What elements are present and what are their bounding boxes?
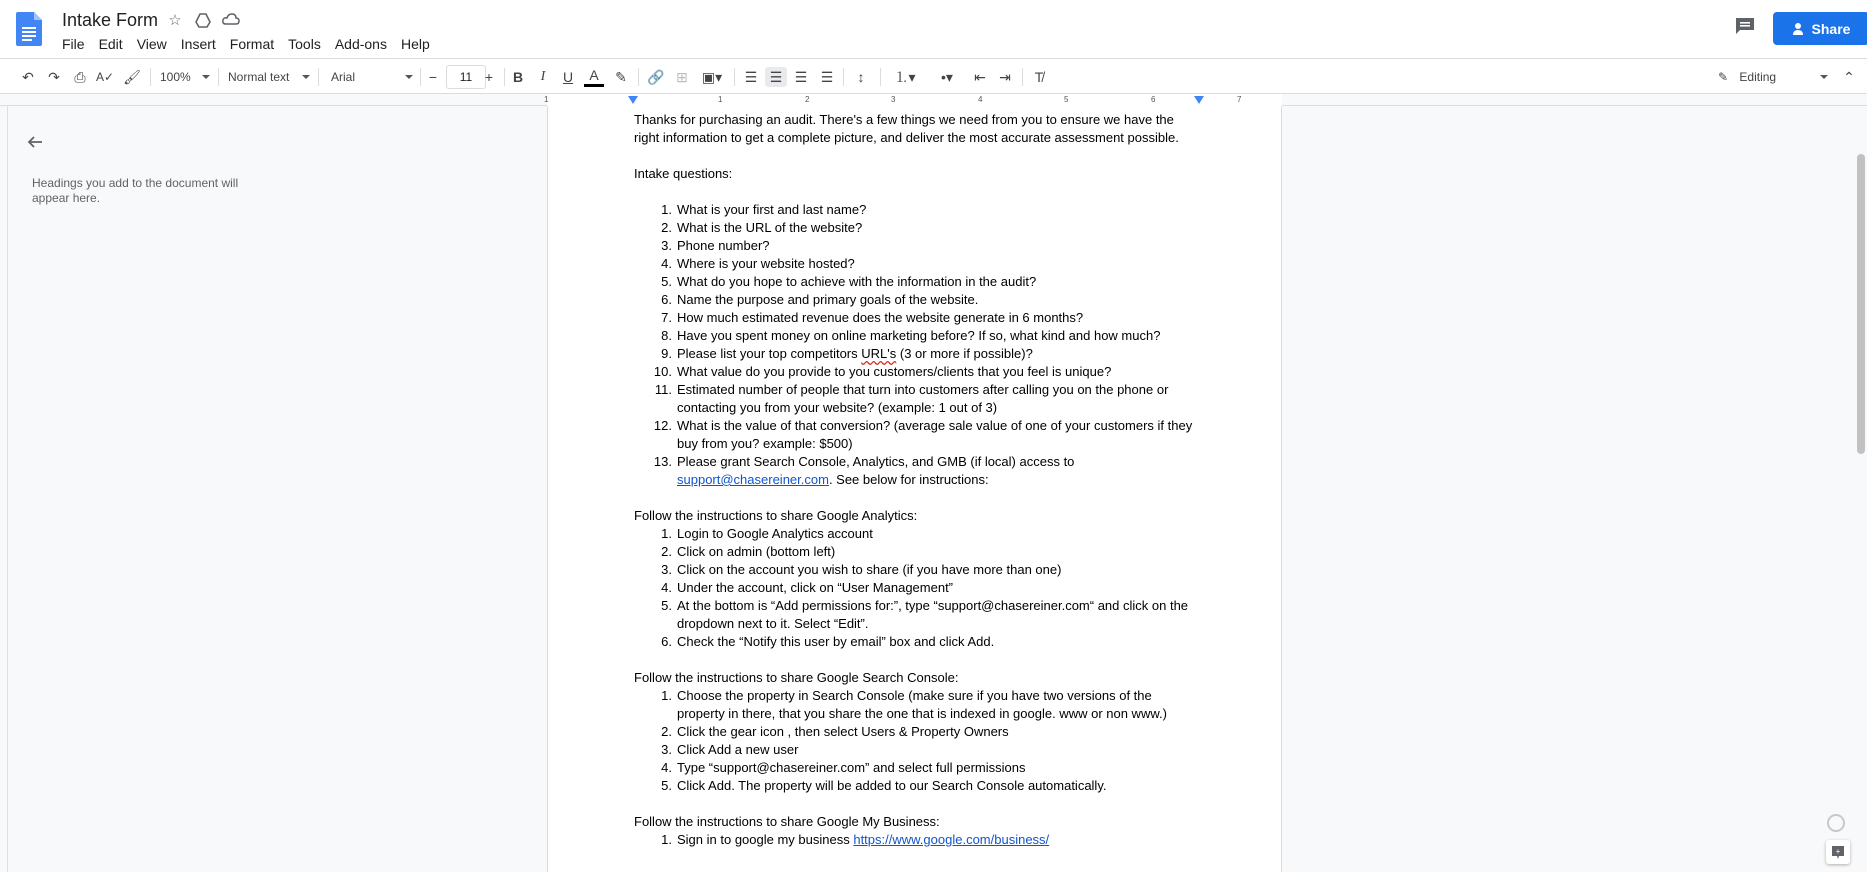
ruler-number: 7 [1237, 95, 1242, 104]
list-item: 2. Click the gear icon , then select Users & Property Owners [661, 724, 1009, 739]
gmb-heading: Follow the instructions to share Google My Business: [634, 814, 940, 829]
document-title[interactable]: Intake Form [62, 10, 159, 30]
list-item: 5. What do you hope to achieve with the information in the audit? [661, 274, 1037, 289]
align-left-icon[interactable]: ☰ [744, 69, 758, 85]
list-item: 11. Estimated number of people that turn into customers after calling you on the phone or contacting you from your website? (example: 1 out of 3) [654, 382, 1169, 415]
comment-history-icon[interactable] [1734, 16, 1756, 36]
list-item: 7. How much estimated revenue does the website generate in 6 months? [661, 310, 1084, 325]
ga-steps-list [634, 525, 1194, 651]
list-item: 4. Under the account, click on “User Management” [661, 580, 954, 595]
intake-heading: Intake questions: [634, 166, 733, 181]
menu-file[interactable]: File [62, 36, 85, 52]
menu-edit[interactable]: Edit [98, 36, 123, 52]
clear-formatting-icon[interactable]: T̸ [1034, 69, 1044, 85]
right-indent-marker[interactable] [1194, 96, 1204, 104]
font-size-input[interactable]: 11 [446, 65, 486, 89]
ruler-number: 2 [805, 95, 810, 104]
share-label: Share [1811, 20, 1851, 37]
list-item: 4. Type “support@chasereiner.com” and select full permissions [661, 760, 1026, 775]
list-item: 2. What is the URL of the website? [661, 220, 863, 235]
decrease-indent-icon[interactable]: ⇤ [974, 69, 986, 85]
move-to-drive-icon[interactable] [194, 12, 212, 30]
star-icon[interactable]: ☆ [168, 12, 182, 29]
ruler-number: 1 [544, 95, 549, 104]
vertical-scrollbar[interactable] [1855, 106, 1867, 872]
ruler-number: 5 [1064, 95, 1069, 104]
misspelled-word[interactable]: URL's [861, 346, 897, 361]
list-item: 1. Login to Google Analytics account [661, 526, 873, 541]
title-bar [0, 0, 1867, 58]
list-item: 10. What value do you provide to you customers/clients that you feel is unique? [653, 364, 1112, 379]
ruler-number: 6 [1151, 95, 1156, 104]
person-add-icon [1792, 22, 1806, 36]
list-item: 4. Where is your website hosted? [661, 256, 855, 271]
list-item: 1. Choose the property in Search Console (make sure if you have two versions of the property in there, that you share the one that is indexed in google. www or non www.) [661, 688, 1167, 721]
pencil-icon: ✎ [1718, 70, 1729, 84]
list-item: 3. Click Add a new user [661, 742, 799, 757]
list-item: 3. Click on the account you wish to share (if you have more than one) [661, 562, 1062, 577]
menu-tools[interactable]: Tools [288, 36, 321, 52]
gmb-steps-list [634, 831, 1194, 849]
grammarly-icon[interactable] [1827, 814, 1845, 832]
vertical-ruler [0, 106, 8, 872]
list-item: 2. Click on admin (bottom left) [661, 544, 836, 559]
share-button[interactable] [1773, 12, 1867, 45]
line-spacing-icon[interactable]: ↕ [857, 69, 865, 85]
list-item: 3. Phone number? [661, 238, 770, 253]
left-indent-marker[interactable] [628, 96, 638, 104]
list-item: 8. Have you spent money on online marketing before? If so, what kind and how much? [661, 328, 1161, 343]
toolbar [0, 58, 1867, 94]
ruler-page [544, 94, 1282, 106]
text-color-icon[interactable]: A [584, 67, 604, 87]
google-business-link[interactable]: https://www.google.com/business/ [853, 832, 1050, 847]
insert-link-icon[interactable]: 🔗 [647, 69, 665, 85]
increase-font-size-icon[interactable]: + [484, 69, 494, 85]
undo-icon[interactable]: ↶ [22, 69, 34, 85]
justify-icon[interactable]: ☰ [820, 69, 834, 85]
list-item: 12. What is the value of that conversion? (average sale value of one of your customers if they buy from you? example: $500) [653, 418, 1193, 451]
menu-bar [55, 34, 437, 54]
collapse-menus-icon[interactable]: ⌃ [1843, 69, 1855, 85]
chevron-down-icon [1820, 75, 1828, 79]
insert-image-icon[interactable]: ▣▾ [701, 69, 723, 85]
svg-text:+: + [1835, 847, 1841, 856]
gsc-heading: Follow the instructions to share Google Search Console: [634, 670, 959, 685]
ruler-number: 1 [718, 95, 723, 104]
ruler-number: 4 [978, 95, 983, 104]
redo-icon[interactable]: ↷ [48, 69, 60, 85]
list-item: 13. Please grant Search Console, Analytics, and GMB (if local) access to support@chasereiner.com. See below for instructions: [653, 454, 1075, 487]
numbered-list-icon[interactable]: ⒈▾ [894, 69, 916, 85]
list-item: 5. Click Add. The property will be added to our Search Console automatically. [661, 778, 1107, 793]
editing-mode-label: Editing [1739, 70, 1777, 84]
close-outline-arrow-icon[interactable] [26, 133, 44, 151]
outline-hint: Headings you add to the document will appear here. [32, 176, 239, 205]
intake-questions-list [634, 201, 1194, 489]
style-select[interactable] [228, 67, 310, 87]
menu-view[interactable]: View [136, 36, 167, 52]
italic-icon[interactable]: I [540, 69, 546, 84]
menu-addons[interactable]: Add-ons [334, 36, 387, 52]
bulleted-list-icon[interactable]: •▾ [941, 69, 953, 85]
editing-mode-select[interactable] [1718, 67, 1828, 87]
list-item: 5. At the bottom is “Add permissions for:”, type “support@chasereiner.com“ and click on the dropdown next to it. Select “Edit”. [661, 598, 1189, 631]
style-value: Normal text [228, 70, 290, 84]
font-value: Arial [331, 70, 356, 84]
support-email-link[interactable]: support@chasereiner.com [677, 472, 829, 487]
list-item: 1. What is your first and last name? [661, 202, 867, 217]
decrease-font-size-icon[interactable]: − [428, 69, 438, 85]
list-item: 6. Name the purpose and primary goals of the website. [661, 292, 979, 307]
paint-format-icon[interactable]: 🖌 [123, 69, 141, 85]
underline-icon[interactable]: U [562, 69, 574, 85]
print-icon[interactable]: ⎙ [74, 69, 86, 85]
intro-paragraph: Thanks for purchasing an audit. There's a few things we need from you to ensure we have the right information to get a complete picture, and deliver the most accurate assessment possible. [634, 112, 1179, 145]
zoom-value: 100% [160, 70, 191, 84]
align-center-icon[interactable]: ☰ [765, 67, 787, 87]
ga-heading: Follow the instructions to share Google Analytics: [634, 508, 918, 523]
add-comment-icon[interactable]: ⊞ [676, 69, 688, 85]
list-item: 9. Please list your top competitors URL's (3 or more if possible)? [661, 346, 1033, 361]
align-right-icon[interactable]: ☰ [794, 69, 808, 85]
horizontal-ruler [0, 94, 1867, 106]
document-page[interactable] [547, 106, 1282, 872]
bold-icon[interactable]: B [512, 69, 524, 85]
scroll-thumb[interactable] [1857, 154, 1865, 454]
docs-logo-icon[interactable] [16, 12, 42, 46]
highlight-color-icon[interactable]: ✎ [615, 69, 627, 85]
menu-insert[interactable]: Insert [180, 36, 216, 52]
spellcheck-icon[interactable]: A✓ [95, 70, 115, 84]
menu-help[interactable]: Help [400, 36, 430, 52]
explore-icon[interactable] [1826, 840, 1850, 864]
ruler-number: 3 [891, 95, 896, 104]
menu-format[interactable]: Format [229, 36, 275, 52]
list-item: 1. Sign in to google my business https://www.google.com/business/ [661, 832, 1050, 847]
cloud-status-icon[interactable] [222, 12, 240, 30]
font-select[interactable] [331, 67, 413, 87]
list-item: 6. Check the “Notify this user by email” box and click Add. [661, 634, 995, 649]
gsc-steps-list [634, 687, 1194, 795]
document-body[interactable] [634, 111, 1194, 849]
increase-indent-icon[interactable]: ⇥ [999, 69, 1011, 85]
zoom-select[interactable] [160, 67, 210, 87]
